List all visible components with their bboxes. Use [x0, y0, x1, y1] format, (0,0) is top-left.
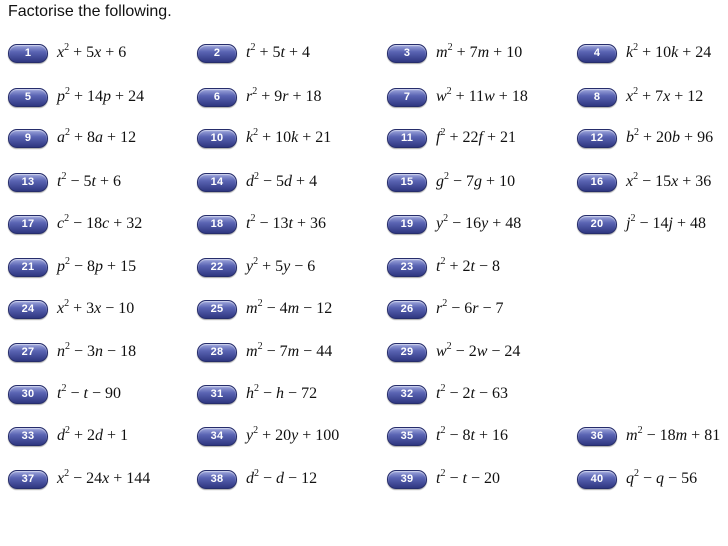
exercise-item: [577, 125, 713, 151]
exercise-expression: $t^2 - t - 20$: [436, 468, 500, 487]
exercise-expression: $h^2 - h - 72$: [246, 383, 318, 402]
exercise-item: [387, 84, 528, 110]
exercise-number-badge: 1: [8, 44, 48, 63]
exercise-item: [197, 169, 317, 195]
exercise-item: [387, 40, 522, 66]
exercise-item: [8, 381, 121, 407]
exercise-number-badge: 7: [387, 88, 427, 107]
exercise-number-badge: 36: [577, 427, 617, 446]
exercise-number-badge: 37: [8, 470, 48, 489]
exercise-expression: $t^2 + 5t + 4$: [246, 42, 310, 61]
exercise-number-badge: 23: [387, 258, 427, 277]
exercise-item: [387, 423, 508, 449]
exercise-item: [197, 296, 332, 322]
exercise-expression: $r^2 - 6r - 7$: [436, 298, 504, 317]
exercise-expression: $d^2 - 5d + 4$: [246, 171, 318, 190]
exercise-number-badge: 38: [197, 470, 237, 489]
exercise-number-badge: 32: [387, 385, 427, 404]
exercise-number-badge: 20: [577, 215, 617, 234]
exercise-item: [8, 84, 144, 110]
exercise-expression: $x^2 + 7x + 12$: [626, 86, 704, 105]
exercise-item: [197, 423, 339, 449]
exercise-expression: $t^2 - 5t + 6$: [57, 171, 121, 190]
exercise-number-badge: 13: [8, 173, 48, 192]
exercise-expression: $p^2 - 8p + 15$: [57, 256, 137, 275]
exercise-expression: $m^2 - 18m + 81$: [626, 425, 721, 444]
exercise-expression: $y^2 + 5y - 6$: [246, 256, 316, 275]
exercise-number-badge: 2: [197, 44, 237, 63]
exercise-item: [197, 466, 317, 492]
exercise-item: [8, 40, 126, 66]
exercise-number-badge: 12: [577, 129, 617, 148]
exercise-expression: $t^2 + 2t - 8$: [436, 256, 500, 275]
exercise-expression: $n^2 - 3n - 18$: [57, 341, 137, 360]
exercise-expression: $j^2 - 14j + 48$: [626, 213, 706, 232]
exercise-item: [577, 211, 706, 237]
exercise-number-badge: 4: [577, 44, 617, 63]
exercise-item: [577, 84, 703, 110]
exercise-number-badge: 15: [387, 173, 427, 192]
exercise-item: [197, 40, 310, 66]
exercise-number-badge: 22: [197, 258, 237, 277]
exercise-expression: $q^2 - q - 56$: [626, 468, 698, 487]
exercise-item: [197, 254, 315, 280]
exercise-item: [197, 84, 322, 110]
exercise-expression: $m^2 - 4m - 12$: [246, 298, 333, 317]
exercise-item: [8, 169, 121, 195]
exercise-number-badge: 34: [197, 427, 237, 446]
exercise-item: [387, 466, 500, 492]
exercise-number-badge: 29: [387, 343, 427, 362]
exercise-number-badge: 14: [197, 173, 237, 192]
exercise-expression: $a^2 + 8a + 12$: [57, 127, 137, 146]
exercise-item: [387, 339, 520, 365]
exercise-item: [8, 254, 136, 280]
exercise-expression: $t^2 - 2t - 63$: [436, 383, 508, 402]
exercise-expression: $m^2 - 7m - 44$: [246, 341, 333, 360]
exercise-expression: $r^2 + 9r + 18$: [246, 86, 322, 105]
exercise-expression: $t^2 - t - 90$: [57, 383, 121, 402]
exercise-number-badge: 19: [387, 215, 427, 234]
exercise-number-badge: 24: [8, 300, 48, 319]
exercise-expression: $b^2 + 20b + 96$: [626, 127, 714, 146]
exercise-number-badge: 5: [8, 88, 48, 107]
exercise-item: [197, 125, 331, 151]
exercise-expression: $t^2 - 8t + 16$: [436, 425, 508, 444]
exercise-item: [387, 381, 508, 407]
exercise-expression: $d^2 + 2d + 1$: [57, 425, 129, 444]
exercise-expression: $x^2 - 15x + 36$: [626, 171, 712, 190]
exercise-expression: $w^2 + 11w + 18$: [436, 86, 528, 105]
exercise-number-badge: 26: [387, 300, 427, 319]
exercise-item: [197, 211, 326, 237]
exercise-expression: $p^2 + 14p + 24$: [57, 86, 145, 105]
exercise-number-badge: 25: [197, 300, 237, 319]
exercise-expression: $x^2 - 24x + 144$: [57, 468, 151, 487]
exercise-item: [387, 169, 515, 195]
exercise-number-badge: 18: [197, 215, 237, 234]
exercise-expression: $k^2 + 10k + 24$: [626, 42, 712, 61]
exercise-item: [8, 296, 134, 322]
exercise-number-badge: 10: [197, 129, 237, 148]
exercise-number-badge: 27: [8, 343, 48, 362]
exercise-item: [197, 381, 317, 407]
exercise-item: [8, 211, 142, 237]
exercise-expression: $t^2 - 13t + 36$: [246, 213, 326, 232]
exercise-number-badge: 28: [197, 343, 237, 362]
exercise-number-badge: 39: [387, 470, 427, 489]
exercise-item: [387, 296, 504, 322]
exercise-number-badge: 35: [387, 427, 427, 446]
exercise-number-badge: 31: [197, 385, 237, 404]
exercise-number-badge: 8: [577, 88, 617, 107]
exercise-expression: $y^2 - 16y + 48$: [436, 213, 522, 232]
exercise-number-badge: 40: [577, 470, 617, 489]
exercise-number-badge: 33: [8, 427, 48, 446]
exercise-item: [387, 254, 500, 280]
exercise-expression: $c^2 - 18c + 32$: [57, 213, 143, 232]
exercise-number-badge: 3: [387, 44, 427, 63]
exercise-item: [577, 423, 720, 449]
exercise-item: [577, 466, 697, 492]
exercise-number-badge: 16: [577, 173, 617, 192]
exercise-expression: $g^2 - 7g + 10$: [436, 171, 516, 190]
exercise-number-badge: 30: [8, 385, 48, 404]
exercise-number-badge: 11: [387, 129, 427, 148]
exercise-expression: $y^2 + 20y + 100$: [246, 425, 340, 444]
exercise-item: [8, 466, 150, 492]
exercise-item: [197, 339, 332, 365]
exercise-expression: $d^2 - d - 12$: [246, 468, 318, 487]
instructions-heading: Factorise the following.: [8, 3, 172, 20]
exercise-number-badge: 21: [8, 258, 48, 277]
exercise-item: [577, 40, 711, 66]
exercise-item: [577, 169, 711, 195]
exercise-item: [8, 339, 136, 365]
exercise-expression: $f^2 + 22f + 21$: [436, 127, 516, 146]
exercise-number-badge: 17: [8, 215, 48, 234]
exercise-number-badge: 6: [197, 88, 237, 107]
exercise-expression: $w^2 - 2w - 24$: [436, 341, 521, 360]
exercise-item: [387, 125, 516, 151]
exercise-item: [8, 125, 136, 151]
exercise-expression: $x^2 + 5x + 6$: [57, 42, 127, 61]
exercise-expression: $k^2 + 10k + 21$: [246, 127, 332, 146]
exercise-number-badge: 9: [8, 129, 48, 148]
exercise-expression: $m^2 + 7m + 10$: [436, 42, 523, 61]
exercise-item: [8, 423, 128, 449]
exercise-item: [387, 211, 521, 237]
exercise-expression: $x^2 + 3x - 10$: [57, 298, 135, 317]
